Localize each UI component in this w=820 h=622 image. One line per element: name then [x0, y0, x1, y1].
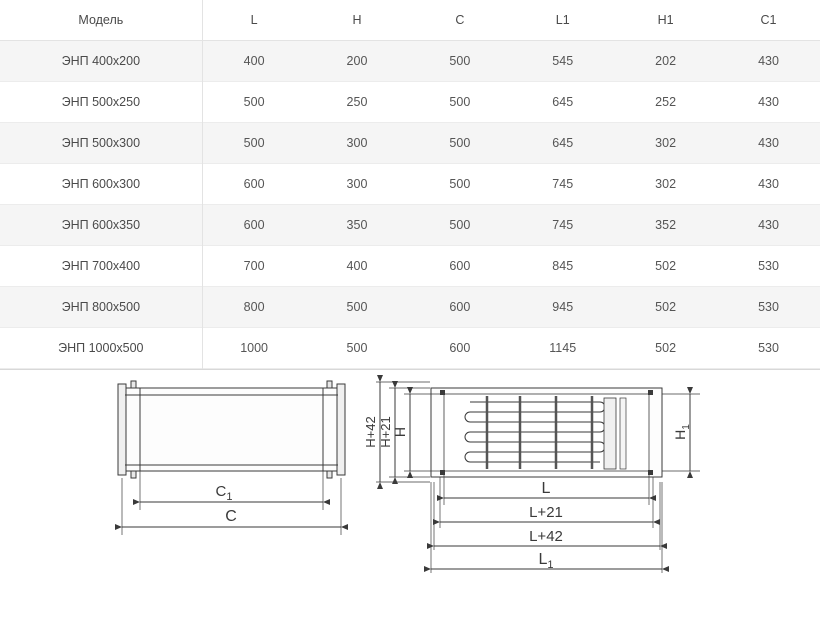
cell-h: 300 [346, 177, 368, 191]
label-l-plus-21: L+21 [529, 504, 563, 521]
technical-drawings [0, 370, 820, 620]
cell-h1: 352 [655, 218, 677, 232]
cell-l: 500 [243, 136, 265, 150]
cell-l: 400 [243, 54, 265, 68]
column-header-l1: L1 [555, 13, 570, 27]
cell-model: ЭНП 400x200 [0, 41, 202, 82]
label-c1: $C_1$ [215, 483, 233, 503]
cell-c1: 430 [758, 218, 779, 232]
table-row [0, 287, 820, 328]
cell-c: 600 [449, 259, 471, 273]
cell-l1: 745 [552, 177, 574, 191]
cell-h1: 502 [655, 259, 677, 273]
cell-h1: 252 [655, 95, 677, 109]
table-header [0, 0, 820, 41]
table-row [0, 205, 820, 246]
cell-l1: 645 [552, 136, 574, 150]
cell-model: ЭНП 500x300 [0, 123, 202, 164]
label-h-plus-21: H+21 [378, 416, 393, 448]
cell-model: ЭНП 800x500 [0, 287, 202, 328]
cell-l: 800 [243, 300, 265, 314]
cell-c: 500 [449, 54, 471, 68]
cell-h: 500 [346, 300, 368, 314]
cell-h: 250 [346, 95, 368, 109]
cell-h1: 302 [655, 136, 677, 150]
cell-h: 200 [346, 54, 368, 68]
cell-l: 700 [243, 259, 265, 273]
cell-h1: 202 [655, 54, 677, 68]
cell-model: ЭНП 600x350 [0, 205, 202, 246]
table-body [0, 41, 820, 369]
cell-h1: 502 [655, 341, 677, 355]
cell-l1: 1145 [549, 341, 577, 355]
label-h-plus-42: H+42 [363, 416, 378, 448]
cell-c: 500 [449, 218, 471, 232]
label-h: H [392, 426, 408, 438]
cell-l1: 945 [552, 300, 574, 314]
table-row [0, 123, 820, 164]
cell-l: 600 [243, 177, 265, 191]
column-header-c1: C1 [760, 13, 777, 27]
label-l: L [541, 480, 551, 497]
cell-c: 600 [449, 300, 471, 314]
cell-c1: 530 [758, 259, 779, 273]
cell-l1: 545 [552, 54, 574, 68]
drawing-svg [0, 370, 820, 620]
table-row [0, 328, 820, 369]
cell-c: 500 [449, 95, 471, 109]
cell-c1: 530 [758, 300, 779, 314]
cell-c1: 430 [758, 95, 779, 109]
cell-l1: 645 [552, 95, 574, 109]
cell-l: 600 [243, 218, 265, 232]
cell-l: 1000 [240, 341, 268, 355]
cell-c1: 530 [758, 341, 779, 355]
cell-c: 500 [449, 177, 471, 191]
cell-c1: 430 [758, 177, 779, 191]
column-header-model: Модель [0, 0, 202, 41]
cell-l: 500 [243, 95, 265, 109]
cell-h: 350 [346, 218, 368, 232]
cell-h1: 502 [655, 300, 677, 314]
column-header-l: L [250, 13, 258, 27]
cell-c: 500 [449, 136, 471, 150]
cell-model: ЭНП 500x250 [0, 82, 202, 123]
cell-l1: 745 [552, 218, 574, 232]
cell-model: ЭНП 700x400 [0, 246, 202, 287]
table-row [0, 82, 820, 123]
cell-h: 300 [346, 136, 368, 150]
cell-h: 500 [346, 341, 368, 355]
cell-c1: 430 [758, 136, 779, 150]
cell-c1: 430 [758, 54, 779, 68]
label-h1: $H_1$ [672, 424, 692, 440]
column-header-c: C [455, 13, 465, 27]
cell-model: ЭНП 600x300 [0, 164, 202, 205]
cell-model: ЭНП 1000x500 [0, 328, 202, 369]
column-header-h1: H1 [657, 13, 674, 27]
cell-c: 600 [449, 341, 471, 355]
table-row [0, 246, 820, 287]
table-header-row [0, 0, 820, 41]
cell-h1: 302 [655, 177, 677, 191]
table-row [0, 164, 820, 205]
label-c: C [225, 508, 237, 525]
cell-h: 400 [346, 259, 368, 273]
cell-l1: 845 [552, 259, 574, 273]
label-l-plus-42: L+42 [529, 528, 563, 545]
label-l1: $L_1$ [538, 551, 554, 571]
column-header-h: H [352, 13, 362, 27]
table-row [0, 41, 820, 82]
